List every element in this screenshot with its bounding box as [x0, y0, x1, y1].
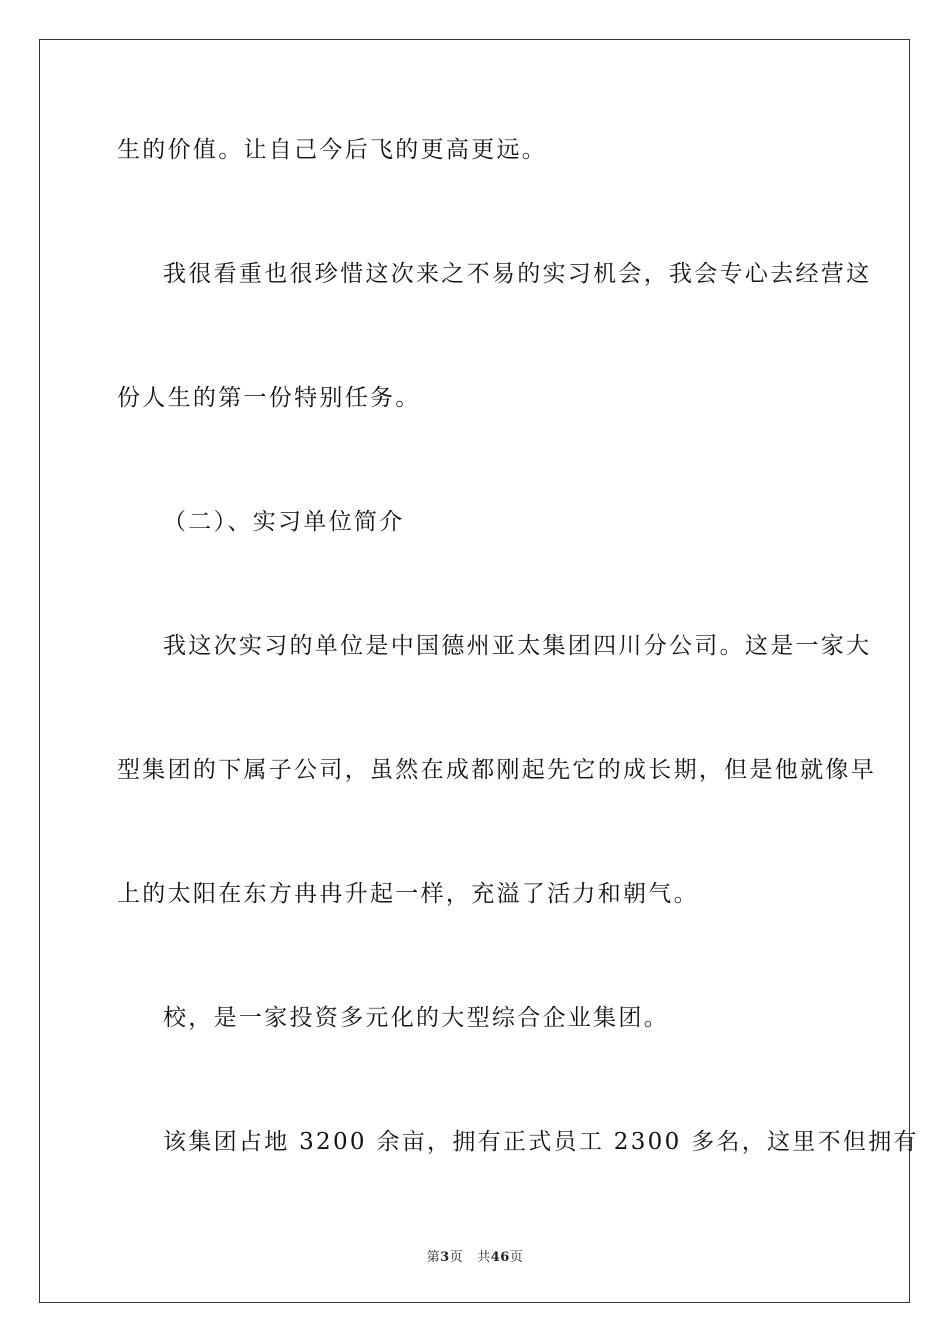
page-footer — [0, 1246, 950, 1265]
footer-total-pages: 46 — [490, 1250, 510, 1265]
section-heading: （二）、实习单位简介 — [163, 509, 405, 535]
paragraph-line-2: 我很看重也很珍惜这次来之不易的实习机会，我会专心去经营这 — [163, 261, 872, 287]
paragraph-line-6: 型集团的下属子公司，虽然在成都刚起先它的成长期，但是他就像早 — [117, 757, 876, 783]
footer-page-number: 3 — [440, 1250, 450, 1265]
footer-page-suffix: 页 — [449, 1250, 464, 1265]
paragraph-line-7: 上的太阳在东方冉冉升起一样，充溢了活力和朝气。 — [117, 881, 699, 907]
paragraph-line-5: 我这次实习的单位是中国德州亚太集团四川分公司。这是一家大 — [163, 633, 872, 659]
paragraph-line-8: 校，是一家投资多元化的大型综合企业集团。 — [163, 1005, 669, 1031]
paragraph-line-1: 生的价值。让自己今后飞的更高更远。 — [117, 137, 548, 163]
paragraph-line-3: 份人生的第一份特别任务。 — [117, 385, 421, 411]
footer-total-prefix: 共 — [477, 1250, 491, 1265]
footer-total-suffix: 页 — [509, 1250, 524, 1265]
paragraph-line-9: 该集团占地 3200 余亩，拥有正式员工 2300 多名，这里不但拥有 — [163, 1129, 919, 1155]
footer-page-prefix: 第 — [426, 1250, 441, 1265]
page-border — [39, 39, 910, 1303]
